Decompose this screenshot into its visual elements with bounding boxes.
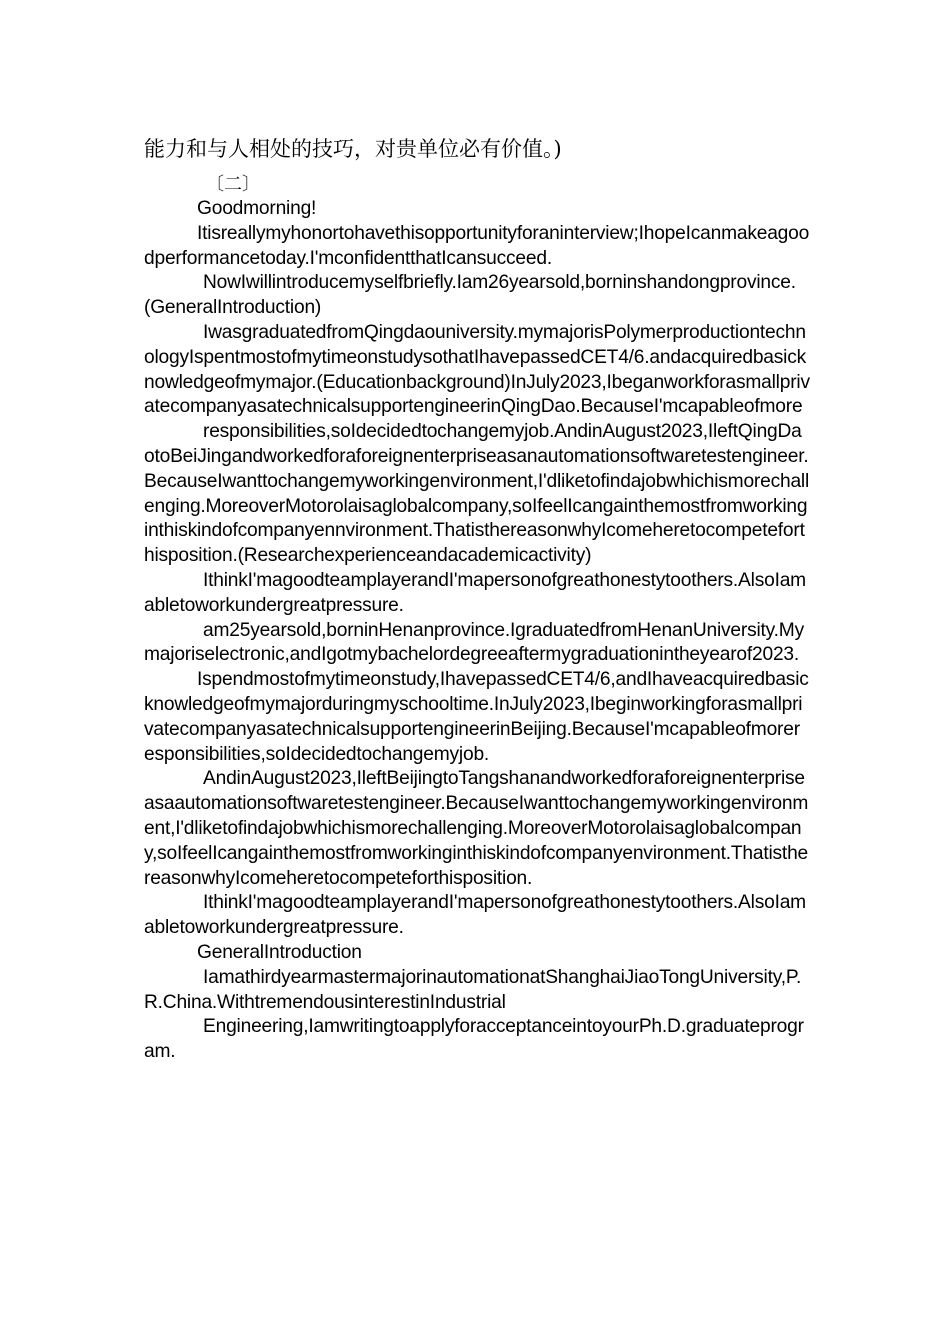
greeting-paragraph: Goodmorning! xyxy=(197,198,317,219)
paragraph-teamplayer: IthinkI'magoodteamplayerandI'mapersonofgreathonestytoothers.AlsoIamabletoworkundergreatpressure. xyxy=(144,569,806,616)
paragraph-tangshan: AndinAugust2023,IleftBeijingtoTangshanandworkedforaforeignenterpriseasaautomationsoftwaretestengineer.BecauseIwanttochangemyworkingenvironment,I'dliketofindajobwhichismorechallenging.MoreoverMotorolaisaglobalcompany,soIfeelIcangainthemostfromworkinginthiskindofcompanyenvironment.ThatisthereasonwhyIcomeheretocompeteforthisposition. xyxy=(144,768,809,889)
section-marker: 〔二〕 xyxy=(206,174,260,195)
paragraph-teamplayer-repeat: IthinkI'magoodteamplayerandI'mapersonofgreathonestytoothers.AlsoIamabletoworkundergreatpressure. xyxy=(144,892,806,939)
document-body xyxy=(144,133,810,1065)
paragraph-list xyxy=(144,197,810,1065)
paragraph-engineering: Engineering,IamwritingtoapplyforacceptanceintoyourPh.D.graduateprogram. xyxy=(144,1016,804,1063)
paragraph-study: Ispendmostofmytimeonstudy,IhavepassedCET4/6,andIhaveacquiredbasicknowledgeofmymajorduringmyschooltime.InJuly2023,IbeginworkingforasmallprivatecompanyasatechnicalsupportengineerinBeijing.BecauseI'mcapableofmoreresponsibilities,soIdecidedtochangemyjob. xyxy=(144,669,809,765)
paragraph-responsibilities: responsibilities,soIdecidedtochangemyjob.AndinAugust2023,IleftQingDaotoBeiJingandworkedforaforeignenterpriseasanautomationsoftwaretestengineer.BecauseIwanttochangemyworkingenvironment,I'dliketofindajobwhichismorechallenging.MoreoverMotorolaisaglobalcompany,soIfeelIcangainthemostfromworkinginthiskindofcompanyennvironment.ThatisthereasonwhyIcomeheretocompeteforthisposition.(Researchexperienceandacademicactivity) xyxy=(144,421,810,567)
paragraph-introduce: NowIwillintroducemyselfbriefly.Iam26yearsold,borninshandongprovince.(GeneralIntroduction) xyxy=(144,272,796,319)
paragraph-master-major: IamathirdyearmastermajorinautomationatShanghaiJiaoTongUniversity,P.R.China.WithtremendousinterestinIndustrial xyxy=(144,966,802,1013)
chinese-lead-line: 能力和与人相处的技巧，对贵单位必有价值。) xyxy=(144,137,562,161)
paragraph-general-introduction: GeneralIntroduction xyxy=(197,941,362,963)
paragraph-honor: Itisreallymyhonortohavethisopportunityforaninterview;IhopeIcanmakeagoodperformancetoday.I'mconfidentthatIcansucceed. xyxy=(144,222,810,269)
paragraph-henan: am25yearsold,borninHenanprovince.IgraduatedfromHenanUniversity.Mymajoriselectronic,andIgotmybachelordegreeaftermygraduationintheyearof2023. xyxy=(144,619,804,666)
paragraph-education: IwasgraduatedfromQingdaouniversity.mymajorisPolymerproductiontechnologyIspentmostofmytimeonstudysothatIhavepassedCET4/6.andacquiredbasicknowledgeofmymajor.(Educationbackground)InJuly2023,IbeganworkforasmallprivatecompanyasatechnicalsupportengineerinQingDao.BecauseI'mcapableofmore xyxy=(144,321,810,418)
